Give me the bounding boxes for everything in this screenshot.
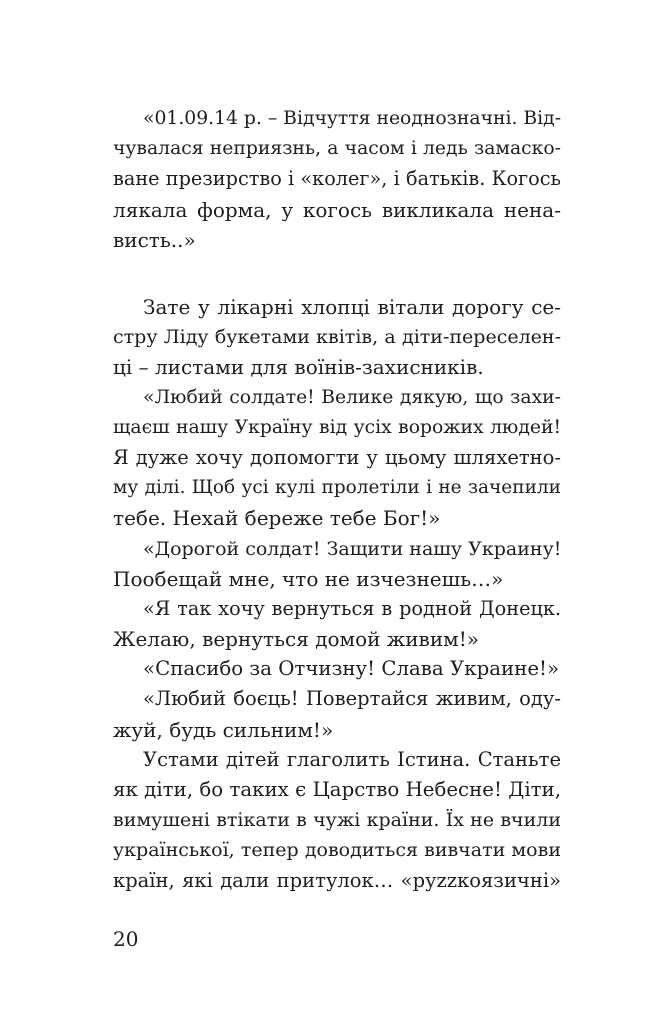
- text-line: стру Ліду букетами квітів, а діти-переселен-: [113, 326, 561, 349]
- text-line: «Спасибо за Отчизну! Слава Украине!»: [143, 657, 560, 681]
- main-text-block: [113, 292, 561, 896]
- page-number: 20: [113, 927, 139, 951]
- text-line: «Дорогой солдат! Защити нашу Украину!: [143, 537, 562, 560]
- text-line: тебе. Нехай береже тебе Бог!»: [113, 506, 441, 531]
- text-line: висть..»: [113, 227, 196, 252]
- text-line: Желаю, вернуться домой живим!»: [113, 627, 479, 652]
- text-line: як діти, бо таких є Царство Небесне! Діти,: [113, 778, 561, 801]
- text-line: ці – листами для воїнів-захисників.: [113, 355, 484, 380]
- text-line: Я дуже хочу допомогти у цьому шляхетно-: [113, 445, 561, 469]
- text-line: лякала форма, у когось викликала нена-: [113, 197, 561, 222]
- text-line: чувалася неприязнь, а часом і ледь замаско-: [113, 138, 561, 160]
- text-line: «Любий боєць! Повертайся живим, оду-: [143, 687, 561, 711]
- text-line: ване презирство і «колег», і батьків. Когось: [113, 167, 561, 191]
- text-line: Устами дітей глаголить Істина. Станьте: [143, 747, 561, 771]
- text-line: «Любий солдате! Велике дякую, що захи-: [143, 386, 561, 408]
- text-line: Пообещай мне, что не изчезнешь…»: [113, 566, 504, 591]
- text-line: Зате у лікарні хлопці вітали дорогу се-: [143, 295, 561, 319]
- text-line: країн, які дали притулок… «руzzкоязичні»: [113, 868, 561, 892]
- diary-entry-paragraph: [113, 104, 561, 255]
- text-line: «Я так хочу вернуться в родной Донецк.: [143, 596, 561, 620]
- text-line: «01.09.14 р. – Відчуття неоднозначні. Від-: [143, 108, 562, 129]
- text-line: вимушені втікати в чужі країни. Їх не вчили: [113, 809, 561, 832]
- text-line: української, тепер доводиться вивчати мови: [113, 839, 561, 862]
- text-line: жуй, будь сильним!»: [113, 717, 334, 742]
- text-line: му ділі. Щоб усі кулі пролетіли і не зачепили: [113, 477, 561, 499]
- text-line: щаєш нашу Україну від усіх ворожих людей!: [113, 416, 561, 438]
